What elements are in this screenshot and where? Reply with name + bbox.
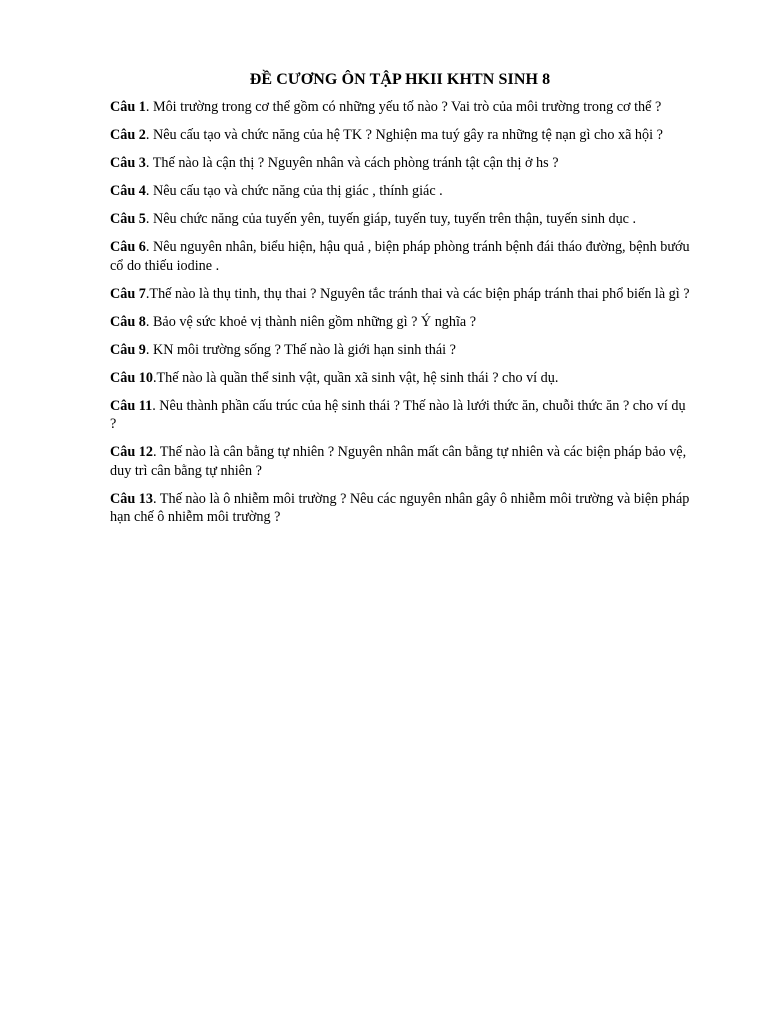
question-4 bbox=[110, 182, 690, 201]
question-label: Câu 3 bbox=[110, 155, 146, 171]
question-label: Câu 7 bbox=[110, 285, 146, 302]
question-13 bbox=[110, 490, 690, 527]
question-12 bbox=[110, 443, 690, 480]
question-text: . Nêu thành phần cấu trúc của hệ sinh thái ? Thế nào là lưới thức ăn, chuỗi thức ăn ? cho ví dụ ? bbox=[110, 397, 686, 432]
question-text: . Nêu nguyên nhân, biểu hiện, hậu quả , biện pháp phòng tránh bệnh đái tháo đường, bệnh bướu cổ do thiếu iodine . bbox=[110, 239, 690, 274]
question-3 bbox=[110, 154, 690, 173]
question-text: . Nêu chức năng của tuyến yên, tuyến giáp, tuyến tuy, tuyến trên thận, tuyến sinh dục . bbox=[145, 211, 637, 227]
question-6 bbox=[110, 238, 690, 275]
question-label: Câu 1 bbox=[110, 99, 146, 115]
question-label: Câu 2 bbox=[110, 127, 146, 143]
question-label: Câu 8 bbox=[110, 313, 146, 330]
question-label: Câu 10 bbox=[110, 369, 153, 386]
question-text: . Thế nào là cận thị ? Nguyên nhân và cách phòng tránh tật cận thị ở hs ? bbox=[145, 155, 559, 171]
question-text: .Thế nào là quần thể sinh vật, quần xã sinh vật, hệ sinh thái ? cho ví dụ. bbox=[152, 369, 559, 386]
question-text: . Thế nào là cân bằng tự nhiên ? Nguyên nhân mất cân bằng tự nhiên và các biện pháp bảo vệ, duy trì cân bằng tự nhiên ? bbox=[110, 444, 687, 479]
question-text: .Thế nào là thụ tinh, thụ thai ? Nguyên tắc tránh thai và các biện pháp tránh thai phổ biến là gì ? bbox=[145, 285, 690, 302]
question-7 bbox=[110, 285, 690, 304]
question-1 bbox=[110, 98, 690, 117]
document-title: ĐỀ CƯƠNG ÔN TẬP HKII KHTN SINH 8 bbox=[249, 71, 551, 88]
question-label: Câu 11 bbox=[110, 397, 153, 414]
question-list bbox=[110, 98, 690, 536]
question-text: . Bảo vệ sức khoẻ vị thành niên gồm những gì ? Ý nghĩa ? bbox=[145, 313, 477, 330]
question-label: Câu 6 bbox=[110, 239, 146, 255]
question-8 bbox=[110, 313, 690, 332]
question-label: Câu 9 bbox=[110, 341, 146, 358]
question-10 bbox=[110, 369, 690, 388]
question-text: . Nêu cấu tạo và chức năng của thị giác , thính giác . bbox=[145, 183, 443, 199]
question-11 bbox=[110, 397, 690, 434]
question-text: . Nêu cấu tạo và chức năng của hệ TK ? Nghiện ma tuý gây ra những tệ nạn gì cho xã hội ? bbox=[145, 127, 663, 143]
question-label: Câu 4 bbox=[110, 183, 146, 199]
question-text: . KN môi trường sống ? Thế nào là giới hạn sinh thái ? bbox=[145, 341, 456, 358]
question-5 bbox=[110, 210, 690, 229]
question-9 bbox=[110, 341, 690, 360]
question-2 bbox=[110, 126, 690, 145]
question-text: . Thế nào là ô nhiễm môi trường ? Nêu các nguyên nhân gây ô nhiễm môi trường và biện pháp hạn chế ô nhiễm môi trường ? bbox=[110, 490, 690, 525]
question-label: Câu 5 bbox=[110, 211, 146, 227]
question-label: Câu 13 bbox=[110, 490, 153, 507]
question-label: Câu 12 bbox=[110, 444, 153, 460]
question-text: . Môi trường trong cơ thể gồm có những yếu tố nào ? Vai trò của môi trường trong cơ thể ? bbox=[145, 99, 662, 115]
